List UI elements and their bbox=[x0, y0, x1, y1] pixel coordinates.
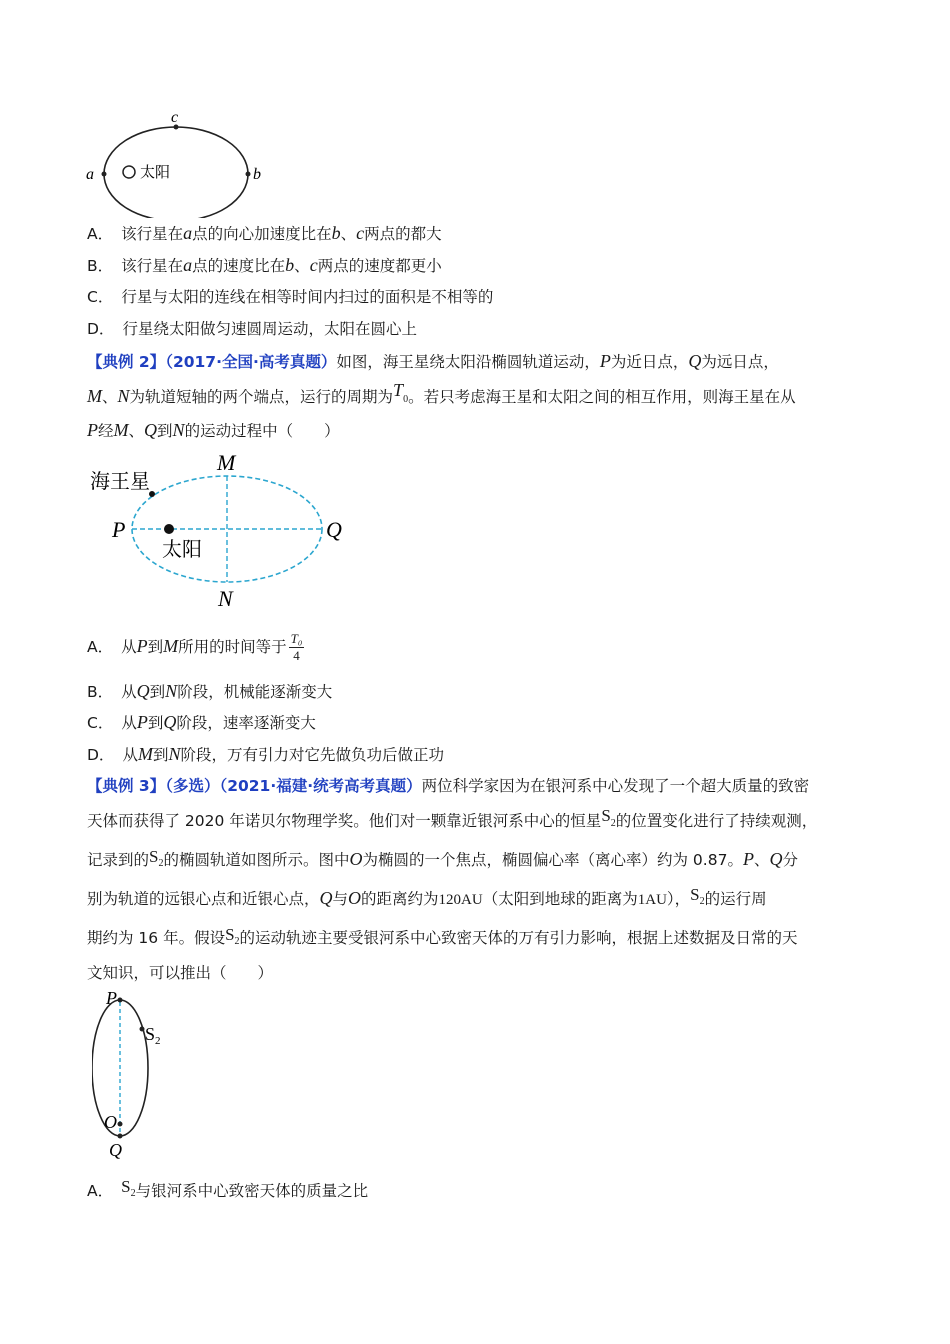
option-letter: A． bbox=[87, 1182, 114, 1200]
point-P bbox=[118, 998, 123, 1003]
text: 为远日点， bbox=[701, 353, 779, 371]
point-S2 bbox=[140, 1027, 145, 1032]
text: 两点的都大 bbox=[364, 225, 442, 243]
label-sun: 太阳 bbox=[140, 163, 171, 181]
label-a: a bbox=[86, 166, 94, 183]
text: 、 bbox=[340, 225, 357, 243]
text: 、 bbox=[294, 257, 310, 275]
option-letter: A． bbox=[87, 225, 114, 243]
text: 到 bbox=[157, 422, 173, 440]
text: 与银河系中心致密天体的质量之比 bbox=[135, 1182, 369, 1200]
point-Q bbox=[118, 1134, 123, 1139]
q1-option-d[interactable] bbox=[87, 318, 417, 340]
orbit-ellipse bbox=[104, 127, 248, 218]
var: O bbox=[349, 849, 363, 869]
var: S bbox=[149, 847, 159, 866]
var: Q bbox=[769, 849, 783, 869]
point-a bbox=[102, 172, 107, 177]
ex3-line-5 bbox=[87, 927, 798, 956]
var: a bbox=[183, 223, 193, 243]
ex3-source: （2021·福建·统考高考真题） bbox=[219, 777, 422, 795]
var: S bbox=[601, 806, 611, 825]
text: 的位置变化进行了持续观测， bbox=[615, 812, 818, 830]
ex2-line-2 bbox=[87, 380, 796, 415]
label-S-sub: 2 bbox=[155, 1035, 161, 1047]
text: 天体而获得了 2020 年诺贝尔物理学奖。他们对一颗靠近银河系中心的恒星 bbox=[87, 812, 602, 830]
text: 为近日点， bbox=[610, 353, 689, 371]
text: 点的速度比在 bbox=[192, 257, 286, 275]
ex3-line-6 bbox=[87, 962, 273, 984]
ex2-tag: 【典例 2】 bbox=[87, 353, 166, 371]
text: 从 bbox=[121, 714, 137, 732]
text: 的距离约为 bbox=[361, 890, 439, 908]
subscript: 2 bbox=[234, 936, 240, 948]
figure-orbit-1 bbox=[80, 108, 270, 218]
ex2-option-b[interactable] bbox=[87, 680, 332, 703]
text: 为轨道短轴的两个端点，运行的周期为 bbox=[129, 388, 394, 406]
text: （太阳到地球的距离为 bbox=[482, 890, 638, 908]
ex3-option-a[interactable] bbox=[87, 1177, 369, 1209]
text: 与 bbox=[332, 890, 349, 908]
option-letter: C． bbox=[87, 714, 114, 732]
subscript: 2 bbox=[158, 858, 164, 870]
text: 从 bbox=[122, 746, 138, 764]
var: Q bbox=[136, 681, 150, 701]
text: 到 bbox=[147, 638, 164, 656]
label-S: S bbox=[145, 1024, 156, 1044]
subscript: 2 bbox=[130, 1188, 136, 1200]
ex3-line-1 bbox=[87, 775, 809, 797]
var: c bbox=[356, 223, 365, 243]
var: S bbox=[225, 925, 235, 944]
var: M bbox=[163, 636, 179, 656]
subscript: 2 bbox=[610, 818, 616, 830]
var: P bbox=[599, 351, 611, 371]
text: 两位科学家因为在银河系中心发现了一个超大质量的致密 bbox=[421, 777, 810, 795]
ex2-source: （2017·全国·高考真题） bbox=[165, 353, 337, 371]
text: 文知识，可以推出（ ） bbox=[87, 964, 274, 982]
text: 从 bbox=[121, 683, 137, 701]
label-b: b bbox=[253, 166, 261, 183]
var: N bbox=[172, 420, 185, 440]
text: 经 bbox=[98, 422, 114, 440]
label-Q: Q bbox=[326, 517, 342, 542]
text: 该行星在 bbox=[121, 225, 184, 243]
label-S2 bbox=[145, 1024, 161, 1047]
text: 阶段，机械能逐渐变大 bbox=[177, 683, 333, 701]
text: 的椭圆轨道如图所示。图中 bbox=[163, 851, 350, 869]
text: 的运行周 bbox=[704, 890, 767, 908]
text: 记录到的 bbox=[87, 851, 150, 869]
var: M bbox=[87, 386, 102, 406]
text: 为椭圆的一个焦点，椭圆偏心率（离心率）约为 0.87。 bbox=[362, 851, 743, 869]
sun-marker bbox=[164, 524, 174, 534]
var: P bbox=[136, 712, 148, 732]
var: M bbox=[113, 420, 129, 440]
fraction-numerator: T₀ bbox=[290, 631, 303, 646]
text: 的运动过程中（ ） bbox=[184, 422, 340, 440]
option-letter: B． bbox=[87, 257, 114, 275]
var: Q bbox=[163, 712, 177, 732]
text: 。若只考虑海王星和太阳之间的相互作用，则海王星在从 bbox=[408, 388, 796, 406]
text: 阶段，万有引力对它先做负功后做正功 bbox=[180, 746, 444, 764]
var: Q bbox=[688, 351, 702, 371]
text: 行星绕太阳做匀速圆周运动，太阳在圆心上 bbox=[122, 320, 417, 338]
ex2-line-3 bbox=[87, 419, 340, 442]
label-Q: Q bbox=[109, 1140, 122, 1160]
text: 期约为 16 年。假设 bbox=[87, 929, 226, 947]
point-O bbox=[118, 1122, 123, 1127]
label-P: P bbox=[112, 517, 126, 542]
text: 两点的速度都更小 bbox=[317, 257, 442, 275]
figure-s2-orbit bbox=[92, 988, 182, 1163]
q1-option-a[interactable] bbox=[87, 222, 442, 245]
var: P bbox=[742, 849, 754, 869]
text: ）， bbox=[666, 890, 691, 908]
subscript: 0 bbox=[403, 394, 409, 406]
text: 到 bbox=[149, 683, 166, 701]
var: M bbox=[137, 744, 153, 764]
q1-option-c[interactable] bbox=[87, 286, 493, 308]
option-letter: D． bbox=[87, 746, 115, 764]
label-O: O bbox=[104, 1112, 117, 1132]
option-letter: D． bbox=[87, 320, 115, 338]
text: 到 bbox=[147, 714, 164, 732]
var: Q bbox=[319, 888, 333, 908]
label-c: c bbox=[171, 109, 179, 126]
text: 从 bbox=[121, 638, 137, 656]
value: 1AU bbox=[637, 892, 667, 908]
subscript: 2 bbox=[699, 896, 705, 908]
ex2-line-1 bbox=[87, 350, 779, 373]
var: N bbox=[165, 681, 178, 701]
ex2-option-d[interactable] bbox=[87, 743, 444, 766]
figure-neptune-orbit bbox=[82, 448, 362, 618]
value: 120AU bbox=[438, 892, 483, 908]
text: 别为轨道的远银心点和近银心点， bbox=[87, 890, 320, 908]
ex3-multi: （多选） bbox=[165, 777, 220, 795]
label-neptune: 海王星 bbox=[90, 469, 150, 493]
var: S bbox=[690, 885, 700, 904]
ex3-line-3 bbox=[87, 848, 798, 878]
label-N: N bbox=[218, 586, 233, 611]
text: 、 bbox=[753, 851, 770, 869]
text: 如图，海王星绕太阳沿椭圆轨道运动， bbox=[336, 353, 600, 371]
label-M: M bbox=[217, 450, 236, 475]
ex2-option-c[interactable] bbox=[87, 711, 316, 734]
ex3-line-4 bbox=[87, 887, 767, 917]
var: S bbox=[121, 1177, 131, 1196]
text: 所用的时间等于 bbox=[178, 638, 287, 656]
var: c bbox=[309, 255, 318, 275]
text: 阶段，速率逐渐变大 bbox=[176, 714, 316, 732]
text: 的运动轨迹主要受银河系中心致密天体的万有引力影响，根据上述数据及日常的天 bbox=[239, 929, 798, 947]
text: 分 bbox=[782, 851, 798, 869]
text: 、 bbox=[102, 388, 118, 406]
var: P bbox=[136, 636, 148, 656]
ex2-option-a[interactable] bbox=[87, 630, 304, 664]
fraction-denominator: 4 bbox=[293, 648, 300, 663]
text: 该行星在 bbox=[121, 257, 184, 275]
text: 到 bbox=[152, 746, 169, 764]
ex3-line-2 bbox=[87, 806, 818, 839]
var: T bbox=[393, 380, 404, 400]
text: 、 bbox=[128, 422, 145, 440]
var: b bbox=[331, 223, 341, 243]
option-letter: B． bbox=[87, 683, 114, 701]
label-sun: 太阳 bbox=[162, 537, 202, 561]
fraction bbox=[289, 631, 305, 664]
sun-marker bbox=[123, 166, 135, 178]
var: P bbox=[87, 420, 98, 440]
point-b bbox=[246, 172, 251, 177]
option-letter: C． bbox=[87, 288, 114, 306]
text: 点的向心加速度比在 bbox=[192, 225, 332, 243]
ex3-tag: 【典例 3】 bbox=[87, 777, 166, 795]
var: N bbox=[168, 744, 181, 764]
q1-option-b[interactable] bbox=[87, 254, 442, 277]
var: Q bbox=[144, 420, 158, 440]
text: 行星与太阳的连线在相等时间内扫过的面积是不相等的 bbox=[121, 288, 494, 306]
var: N bbox=[117, 386, 130, 406]
var: a bbox=[183, 255, 193, 275]
var: O bbox=[348, 888, 362, 908]
option-letter: A． bbox=[87, 638, 114, 656]
label-P: P bbox=[106, 988, 117, 1008]
var: b bbox=[285, 255, 295, 275]
